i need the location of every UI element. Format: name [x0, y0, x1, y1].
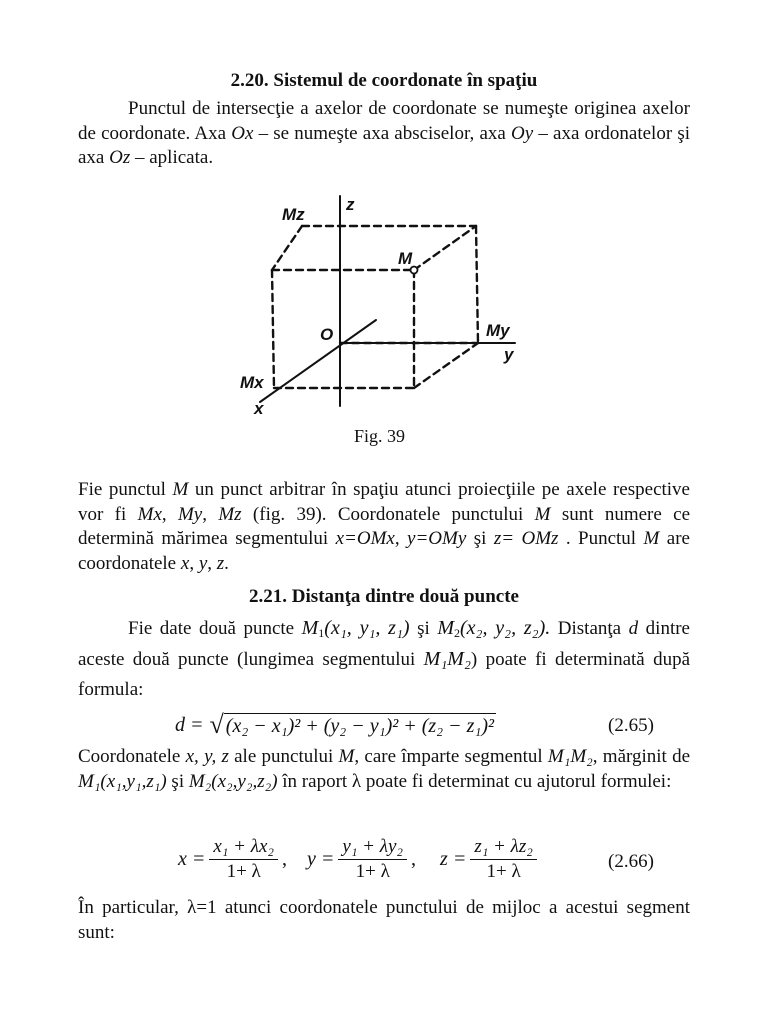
equation-2-66: x = $\frac{\text{x₁ + λx₂}}{1+ \lambda}$ , y = $\frac{\text{y₁ + λy₂}}{1+ \lambda}$ , z = $\frac{\text{z₁ + λz₂}}{1+ \lambda}$ — [178, 836, 537, 883]
label-x: x — [254, 399, 264, 418]
paragraph-two-points: Fie date două puncte $M_1(x_1$, y₁, z₁) şi $M_2(x_2$, y₂, z₂). Distanţa d dintre aceste două puncte (lungimea segmentului M₁M₂) poate fi determinată după formula: — [78, 617, 691, 700]
label-my: My — [486, 321, 510, 340]
section-title-2-20: 2.20. Sistemul de coordonate în spaţiu — [230, 70, 538, 91]
label-z: z — [346, 195, 355, 214]
x-axis — [260, 320, 376, 402]
equation-number-2-65: (2.65) — [608, 715, 654, 736]
fraction-x: $\frac{\text{x₁ + λx₂}}{1+ \lambda}$ — [209, 836, 278, 883]
label-y: y — [504, 345, 514, 364]
label-mx: Mx — [240, 373, 264, 392]
paragraph-midpoint: În particular, λ=1 atunci coordonatele punctului de mijloc a acestui segment sunt: — [78, 897, 690, 943]
paragraph-dividing-ratio: Coordonatele x, y, z ale punctului M, care împarte segmentul M₁M₂, mărginit de M₁(x₁,y₁,z₁) şi M₂(x₂,y₂,z₂) în raport λ poate fi determinat cu ajutorul formulei: — [78, 746, 691, 792]
equation-2-65: d = √ (x₂ − x₁)² + (y₂ − y₁)² + (z₂ − z₁)² — [175, 710, 495, 739]
cube-edges — [272, 226, 478, 388]
label-o: O — [320, 325, 334, 344]
figure-caption: Fig. 39 — [354, 426, 406, 446]
sqrt-sign: √ — [209, 710, 224, 739]
label-mz: Mz — [282, 205, 305, 224]
paragraph-axes-definition: Punctul de intersecţie a axelor de coordonate se numeşte originea axelor de coordonate. Axa Ox – se numeşte axa absciselor, axa Oy – axa ordonatelor şi axa Oz – aplicata. — [78, 98, 690, 168]
label-m: M — [398, 249, 413, 268]
fraction-z: $\frac{\text{z₁ + λz₂}}{1+ \lambda}$ — [470, 836, 537, 883]
section-title-2-21: 2.21. Distanţa dintre două puncte — [249, 586, 519, 607]
equation-number-2-66: (2.66) — [608, 851, 654, 872]
fraction-y: $\frac{\text{y₁ + λy₂}}{1+ \lambda}$ — [338, 836, 407, 883]
coordinate-system-figure — [230, 188, 530, 418]
paragraph-point-projections: Fie punctul M un punct arbitrar în spaţiu atunci proiecţiile pe axele respective vor fi Mx, My, Mz (fig. 39). Coordonatele punctului M sunt numere ce determină mărimea segmentului x=OMx, y=OMy şi z= OMz . Punctul M are coordonatele x, y, z. — [78, 479, 691, 574]
